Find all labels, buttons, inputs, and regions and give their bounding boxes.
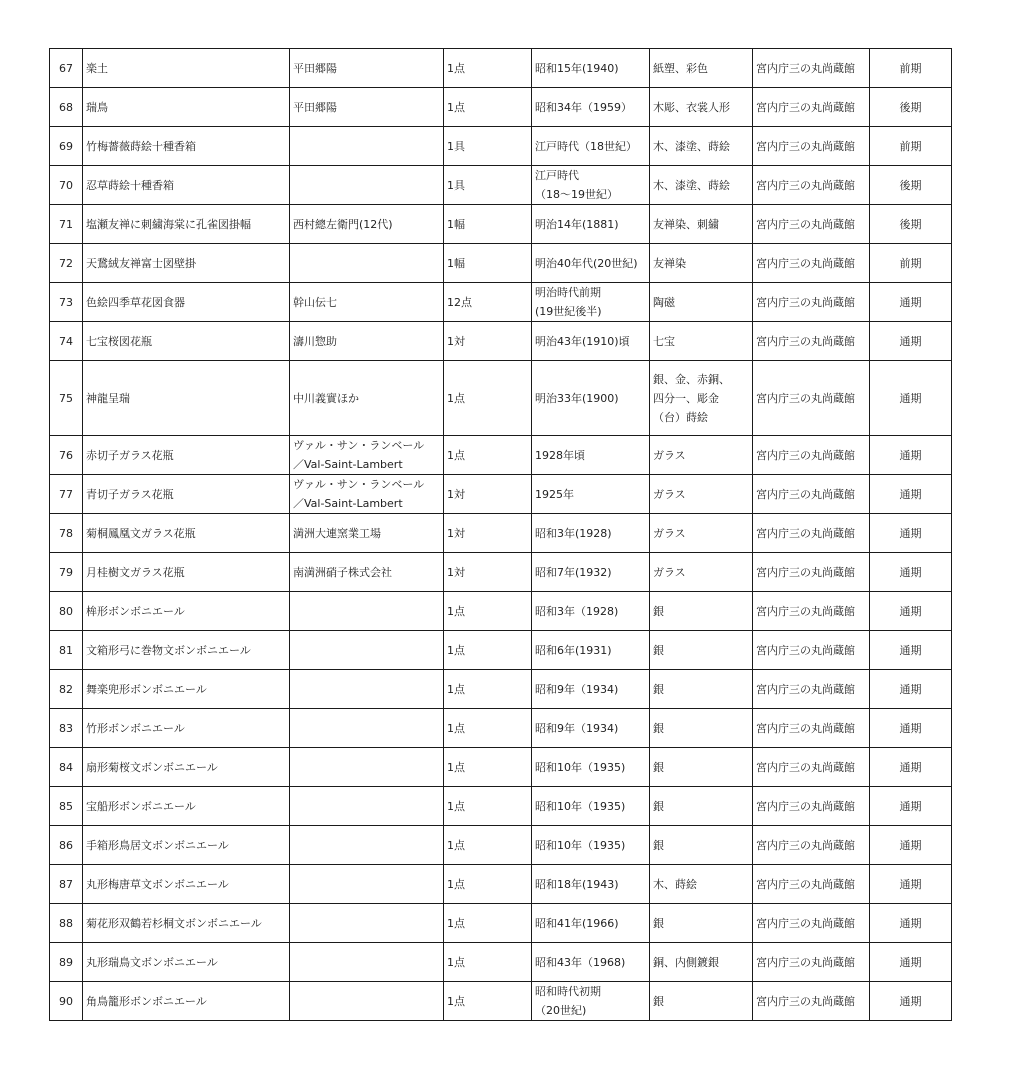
item-material: ガラス bbox=[650, 475, 753, 514]
item-title: 丸形瑞鳥文ボンボニエール bbox=[83, 943, 290, 982]
item-quantity: 1点 bbox=[444, 904, 532, 943]
item-artist bbox=[290, 670, 444, 709]
table-row bbox=[50, 475, 952, 514]
item-quantity: 1点 bbox=[444, 361, 532, 436]
item-title: 桙形ボンボニエール bbox=[83, 592, 290, 631]
item-artist bbox=[290, 748, 444, 787]
item-number: 85 bbox=[50, 787, 83, 826]
item-title: 竹形ボンボニエール bbox=[83, 709, 290, 748]
item-quantity: 1対 bbox=[444, 322, 532, 361]
item-period: 通期 bbox=[870, 631, 952, 670]
item-period: 通期 bbox=[870, 865, 952, 904]
item-material: 銀 bbox=[650, 826, 753, 865]
item-number: 90 bbox=[50, 982, 83, 1021]
item-quantity: 1点 bbox=[444, 88, 532, 127]
item-date: 明治時代前期 (19世紀後半) bbox=[532, 283, 650, 322]
item-date: 1928年頃 bbox=[532, 436, 650, 475]
item-material: 銀 bbox=[650, 592, 753, 631]
item-material: ガラス bbox=[650, 514, 753, 553]
item-quantity: 1点 bbox=[444, 943, 532, 982]
item-owner: 宮内庁三の丸尚蔵館 bbox=[753, 553, 870, 592]
item-period: 通期 bbox=[870, 826, 952, 865]
item-title: 七宝桜図花瓶 bbox=[83, 322, 290, 361]
item-period: 通期 bbox=[870, 943, 952, 982]
item-quantity: 1点 bbox=[444, 826, 532, 865]
item-quantity: 1点 bbox=[444, 865, 532, 904]
item-title: 色絵四季草花図食器 bbox=[83, 283, 290, 322]
item-material: 銀 bbox=[650, 787, 753, 826]
item-material: 銀 bbox=[650, 670, 753, 709]
item-date: 明治40年代(20世紀) bbox=[532, 244, 650, 283]
item-period: 通期 bbox=[870, 436, 952, 475]
item-artist bbox=[290, 865, 444, 904]
item-period: 後期 bbox=[870, 205, 952, 244]
item-owner: 宮内庁三の丸尚蔵館 bbox=[753, 670, 870, 709]
item-artist: 満洲大連窯業工場 bbox=[290, 514, 444, 553]
item-date: 昭和41年(1966) bbox=[532, 904, 650, 943]
table-row bbox=[50, 553, 952, 592]
item-material: 木、蒔絵 bbox=[650, 865, 753, 904]
item-date: 昭和7年(1932) bbox=[532, 553, 650, 592]
table-row bbox=[50, 436, 952, 475]
item-number: 89 bbox=[50, 943, 83, 982]
item-number: 81 bbox=[50, 631, 83, 670]
item-date: 江戸時代（18世紀） bbox=[532, 127, 650, 166]
table-row bbox=[50, 709, 952, 748]
table-row bbox=[50, 361, 952, 436]
item-artist: 平田郷陽 bbox=[290, 49, 444, 88]
item-owner: 宮内庁三の丸尚蔵館 bbox=[753, 943, 870, 982]
item-owner: 宮内庁三の丸尚蔵館 bbox=[753, 709, 870, 748]
item-quantity: 1点 bbox=[444, 436, 532, 475]
item-material: 銀 bbox=[650, 631, 753, 670]
item-artist: 濤川惣助 bbox=[290, 322, 444, 361]
item-date: 昭和6年(1931) bbox=[532, 631, 650, 670]
item-owner: 宮内庁三の丸尚蔵館 bbox=[753, 748, 870, 787]
item-owner: 宮内庁三の丸尚蔵館 bbox=[753, 166, 870, 205]
item-quantity: 12点 bbox=[444, 283, 532, 322]
item-title: 手箱形鳥居文ボンボニエール bbox=[83, 826, 290, 865]
item-material: 銀 bbox=[650, 748, 753, 787]
item-number: 83 bbox=[50, 709, 83, 748]
item-quantity: 1点 bbox=[444, 982, 532, 1021]
item-title: 楽土 bbox=[83, 49, 290, 88]
item-title: 丸形梅唐草文ボンボニエール bbox=[83, 865, 290, 904]
item-number: 86 bbox=[50, 826, 83, 865]
item-date: 1925年 bbox=[532, 475, 650, 514]
table-row bbox=[50, 904, 952, 943]
item-number: 79 bbox=[50, 553, 83, 592]
item-period: 通期 bbox=[870, 514, 952, 553]
item-quantity: 1対 bbox=[444, 553, 532, 592]
item-date: 昭和10年（1935) bbox=[532, 826, 650, 865]
item-period: 前期 bbox=[870, 49, 952, 88]
item-quantity: 1幅 bbox=[444, 205, 532, 244]
item-title: 月桂樹文ガラス花瓶 bbox=[83, 553, 290, 592]
catalog-table bbox=[49, 48, 952, 1021]
item-material: 陶磁 bbox=[650, 283, 753, 322]
table-row bbox=[50, 127, 952, 166]
item-number: 87 bbox=[50, 865, 83, 904]
item-period: 通期 bbox=[870, 748, 952, 787]
item-number: 88 bbox=[50, 904, 83, 943]
item-period: 通期 bbox=[870, 553, 952, 592]
item-title: 赤切子ガラス花瓶 bbox=[83, 436, 290, 475]
item-title: 菊花形双鶴若杉桐文ボンボニエール bbox=[83, 904, 290, 943]
item-artist: ヴァル・サン・ランベール ／Val-Saint-Lambert bbox=[290, 475, 444, 514]
item-owner: 宮内庁三の丸尚蔵館 bbox=[753, 865, 870, 904]
item-artist bbox=[290, 709, 444, 748]
item-number: 76 bbox=[50, 436, 83, 475]
item-material: 木、漆塗、蒔絵 bbox=[650, 166, 753, 205]
item-quantity: 1具 bbox=[444, 166, 532, 205]
item-period: 後期 bbox=[870, 88, 952, 127]
item-quantity: 1点 bbox=[444, 49, 532, 88]
item-period: 通期 bbox=[870, 709, 952, 748]
item-title: 塩瀬友禅に刺繍海棠に孔雀図掛幅 bbox=[83, 205, 290, 244]
table-row bbox=[50, 49, 952, 88]
item-number: 67 bbox=[50, 49, 83, 88]
item-date: 昭和10年（1935) bbox=[532, 787, 650, 826]
item-quantity: 1点 bbox=[444, 592, 532, 631]
item-owner: 宮内庁三の丸尚蔵館 bbox=[753, 88, 870, 127]
item-title: 角鳥籠形ボンボニエール bbox=[83, 982, 290, 1021]
item-material: 七宝 bbox=[650, 322, 753, 361]
item-title: 瑞鳥 bbox=[83, 88, 290, 127]
item-artist: 南満洲硝子株式会社 bbox=[290, 553, 444, 592]
item-artist bbox=[290, 904, 444, 943]
item-owner: 宮内庁三の丸尚蔵館 bbox=[753, 283, 870, 322]
item-owner: 宮内庁三の丸尚蔵館 bbox=[753, 475, 870, 514]
item-date: 昭和15年(1940) bbox=[532, 49, 650, 88]
item-title: 文箱形弓に巻物文ボンボニエール bbox=[83, 631, 290, 670]
item-material: 銀 bbox=[650, 982, 753, 1021]
item-title: 竹梅薔薇蒔絵十種香箱 bbox=[83, 127, 290, 166]
item-owner: 宮内庁三の丸尚蔵館 bbox=[753, 322, 870, 361]
item-owner: 宮内庁三の丸尚蔵館 bbox=[753, 787, 870, 826]
item-number: 71 bbox=[50, 205, 83, 244]
item-quantity: 1対 bbox=[444, 475, 532, 514]
item-material: 銀 bbox=[650, 709, 753, 748]
item-date: 明治14年(1881) bbox=[532, 205, 650, 244]
item-artist: 西村總左衛門(12代) bbox=[290, 205, 444, 244]
item-owner: 宮内庁三の丸尚蔵館 bbox=[753, 361, 870, 436]
item-date: 昭和9年（1934) bbox=[532, 709, 650, 748]
item-owner: 宮内庁三の丸尚蔵館 bbox=[753, 904, 870, 943]
item-title: 天鵞絨友禅富士図壁掛 bbox=[83, 244, 290, 283]
table-row bbox=[50, 166, 952, 205]
item-material: 木彫、衣裳人形 bbox=[650, 88, 753, 127]
item-date: 明治43年(1910)頃 bbox=[532, 322, 650, 361]
item-quantity: 1点 bbox=[444, 670, 532, 709]
item-date: 昭和18年(1943) bbox=[532, 865, 650, 904]
item-period: 通期 bbox=[870, 982, 952, 1021]
item-owner: 宮内庁三の丸尚蔵館 bbox=[753, 49, 870, 88]
table-row bbox=[50, 514, 952, 553]
item-period: 通期 bbox=[870, 670, 952, 709]
item-number: 77 bbox=[50, 475, 83, 514]
item-material: 銅、内側鍍銀 bbox=[650, 943, 753, 982]
item-date: 昭和10年（1935) bbox=[532, 748, 650, 787]
table-row bbox=[50, 283, 952, 322]
item-owner: 宮内庁三の丸尚蔵館 bbox=[753, 826, 870, 865]
item-title: 宝船形ボンボニエール bbox=[83, 787, 290, 826]
item-material: ガラス bbox=[650, 436, 753, 475]
item-material: 銀、金、赤銅、 四分一、彫金 （台）蒔絵 bbox=[650, 361, 753, 436]
table-row bbox=[50, 826, 952, 865]
item-date: 昭和34年（1959） bbox=[532, 88, 650, 127]
item-artist: ヴァル・サン・ランベール ／Val-Saint-Lambert bbox=[290, 436, 444, 475]
item-title: 扇形菊桜文ボンボニエール bbox=[83, 748, 290, 787]
table-row bbox=[50, 943, 952, 982]
item-artist bbox=[290, 826, 444, 865]
item-owner: 宮内庁三の丸尚蔵館 bbox=[753, 982, 870, 1021]
item-title: 舞楽兜形ボンボニエール bbox=[83, 670, 290, 709]
item-number: 72 bbox=[50, 244, 83, 283]
item-date: 昭和3年（1928) bbox=[532, 592, 650, 631]
table-row bbox=[50, 787, 952, 826]
item-quantity: 1点 bbox=[444, 709, 532, 748]
item-title: 神龍呈瑞 bbox=[83, 361, 290, 436]
item-artist: 中川義實ほか bbox=[290, 361, 444, 436]
item-artist bbox=[290, 943, 444, 982]
item-material: 銀 bbox=[650, 904, 753, 943]
table-row bbox=[50, 592, 952, 631]
item-number: 74 bbox=[50, 322, 83, 361]
table-row bbox=[50, 631, 952, 670]
table-row bbox=[50, 244, 952, 283]
item-owner: 宮内庁三の丸尚蔵館 bbox=[753, 631, 870, 670]
table-row bbox=[50, 748, 952, 787]
item-material: 紙塑、彩色 bbox=[650, 49, 753, 88]
item-artist: 平田郷陽 bbox=[290, 88, 444, 127]
item-number: 80 bbox=[50, 592, 83, 631]
item-quantity: 1点 bbox=[444, 787, 532, 826]
item-period: 通期 bbox=[870, 361, 952, 436]
table-row bbox=[50, 670, 952, 709]
item-quantity: 1点 bbox=[444, 748, 532, 787]
item-title: 青切子ガラス花瓶 bbox=[83, 475, 290, 514]
item-date: 昭和3年(1928) bbox=[532, 514, 650, 553]
table-row bbox=[50, 322, 952, 361]
item-period: 通期 bbox=[870, 283, 952, 322]
item-period: 通期 bbox=[870, 475, 952, 514]
item-owner: 宮内庁三の丸尚蔵館 bbox=[753, 244, 870, 283]
item-number: 84 bbox=[50, 748, 83, 787]
item-number: 75 bbox=[50, 361, 83, 436]
item-date: 江戸時代 （18〜19世紀） bbox=[532, 166, 650, 205]
item-period: 通期 bbox=[870, 904, 952, 943]
item-artist bbox=[290, 244, 444, 283]
item-date: 昭和9年（1934) bbox=[532, 670, 650, 709]
item-owner: 宮内庁三の丸尚蔵館 bbox=[753, 436, 870, 475]
table-row bbox=[50, 865, 952, 904]
item-material: 木、漆塗、蒔絵 bbox=[650, 127, 753, 166]
table-row bbox=[50, 205, 952, 244]
item-artist bbox=[290, 127, 444, 166]
item-quantity: 1幅 bbox=[444, 244, 532, 283]
item-period: 前期 bbox=[870, 127, 952, 166]
item-date: 明治33年(1900) bbox=[532, 361, 650, 436]
item-owner: 宮内庁三の丸尚蔵館 bbox=[753, 205, 870, 244]
item-number: 70 bbox=[50, 166, 83, 205]
item-number: 69 bbox=[50, 127, 83, 166]
item-artist bbox=[290, 631, 444, 670]
item-artist bbox=[290, 787, 444, 826]
item-number: 68 bbox=[50, 88, 83, 127]
item-owner: 宮内庁三の丸尚蔵館 bbox=[753, 514, 870, 553]
item-number: 78 bbox=[50, 514, 83, 553]
item-material: ガラス bbox=[650, 553, 753, 592]
item-period: 通期 bbox=[870, 787, 952, 826]
item-date: 昭和43年（1968) bbox=[532, 943, 650, 982]
catalog-body bbox=[50, 49, 952, 1021]
item-title: 菊桐鳳凰文ガラス花瓶 bbox=[83, 514, 290, 553]
item-artist bbox=[290, 592, 444, 631]
item-date: 昭和時代初期 （20世紀) bbox=[532, 982, 650, 1021]
item-quantity: 1点 bbox=[444, 631, 532, 670]
item-period: 前期 bbox=[870, 244, 952, 283]
item-quantity: 1具 bbox=[444, 127, 532, 166]
item-quantity: 1対 bbox=[444, 514, 532, 553]
item-material: 友禅染、刺繍 bbox=[650, 205, 753, 244]
item-artist bbox=[290, 982, 444, 1021]
item-owner: 宮内庁三の丸尚蔵館 bbox=[753, 592, 870, 631]
item-title: 忍草蒔絵十種香箱 bbox=[83, 166, 290, 205]
table-row bbox=[50, 88, 952, 127]
item-artist: 幹山伝七 bbox=[290, 283, 444, 322]
item-period: 通期 bbox=[870, 592, 952, 631]
item-artist bbox=[290, 166, 444, 205]
item-period: 通期 bbox=[870, 322, 952, 361]
table-row bbox=[50, 982, 952, 1021]
item-period: 後期 bbox=[870, 166, 952, 205]
item-number: 82 bbox=[50, 670, 83, 709]
item-material: 友禅染 bbox=[650, 244, 753, 283]
item-number: 73 bbox=[50, 283, 83, 322]
item-owner: 宮内庁三の丸尚蔵館 bbox=[753, 127, 870, 166]
